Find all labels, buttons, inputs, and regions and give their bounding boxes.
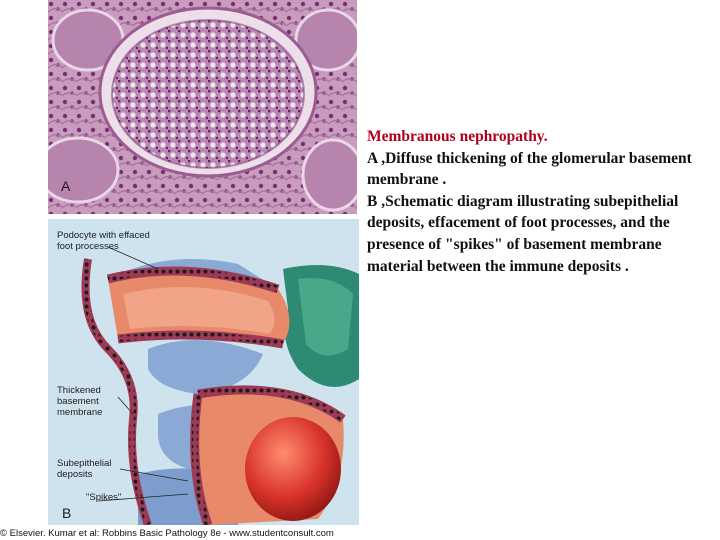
- caption-line-a: A ,Diffuse thickening of the glomerular basement membrane .: [367, 149, 692, 189]
- copyright-footer: © Elsevier. Kumar et al: Robbins Basic Pathology 8e - www.studentconsult.com: [0, 528, 334, 539]
- figure-caption: [367, 126, 707, 277]
- thickened-membrane-label: Thickened basement membrane: [57, 385, 103, 418]
- caption-title: Membranous nephropathy.: [367, 128, 548, 145]
- podocyte-label: Podocyte with effaced foot processes: [57, 230, 150, 252]
- schematic-panel-b: [48, 219, 359, 525]
- glomerulus-micrograph: [48, 0, 357, 214]
- subepithelial-deposits-label: Subepithelial deposits: [57, 458, 112, 480]
- caption-line-b: B ,Schematic diagram illustrating subepithelial deposits, effacement of foot processes, and the presence of "spikes" of basement membrane material between the immune deposits .: [367, 192, 679, 275]
- spikes-label: "Spikes": [86, 492, 122, 503]
- panel-b-letter: B: [62, 505, 72, 521]
- micrograph-panel-a: [48, 0, 357, 214]
- panel-a-letter: A: [61, 178, 71, 194]
